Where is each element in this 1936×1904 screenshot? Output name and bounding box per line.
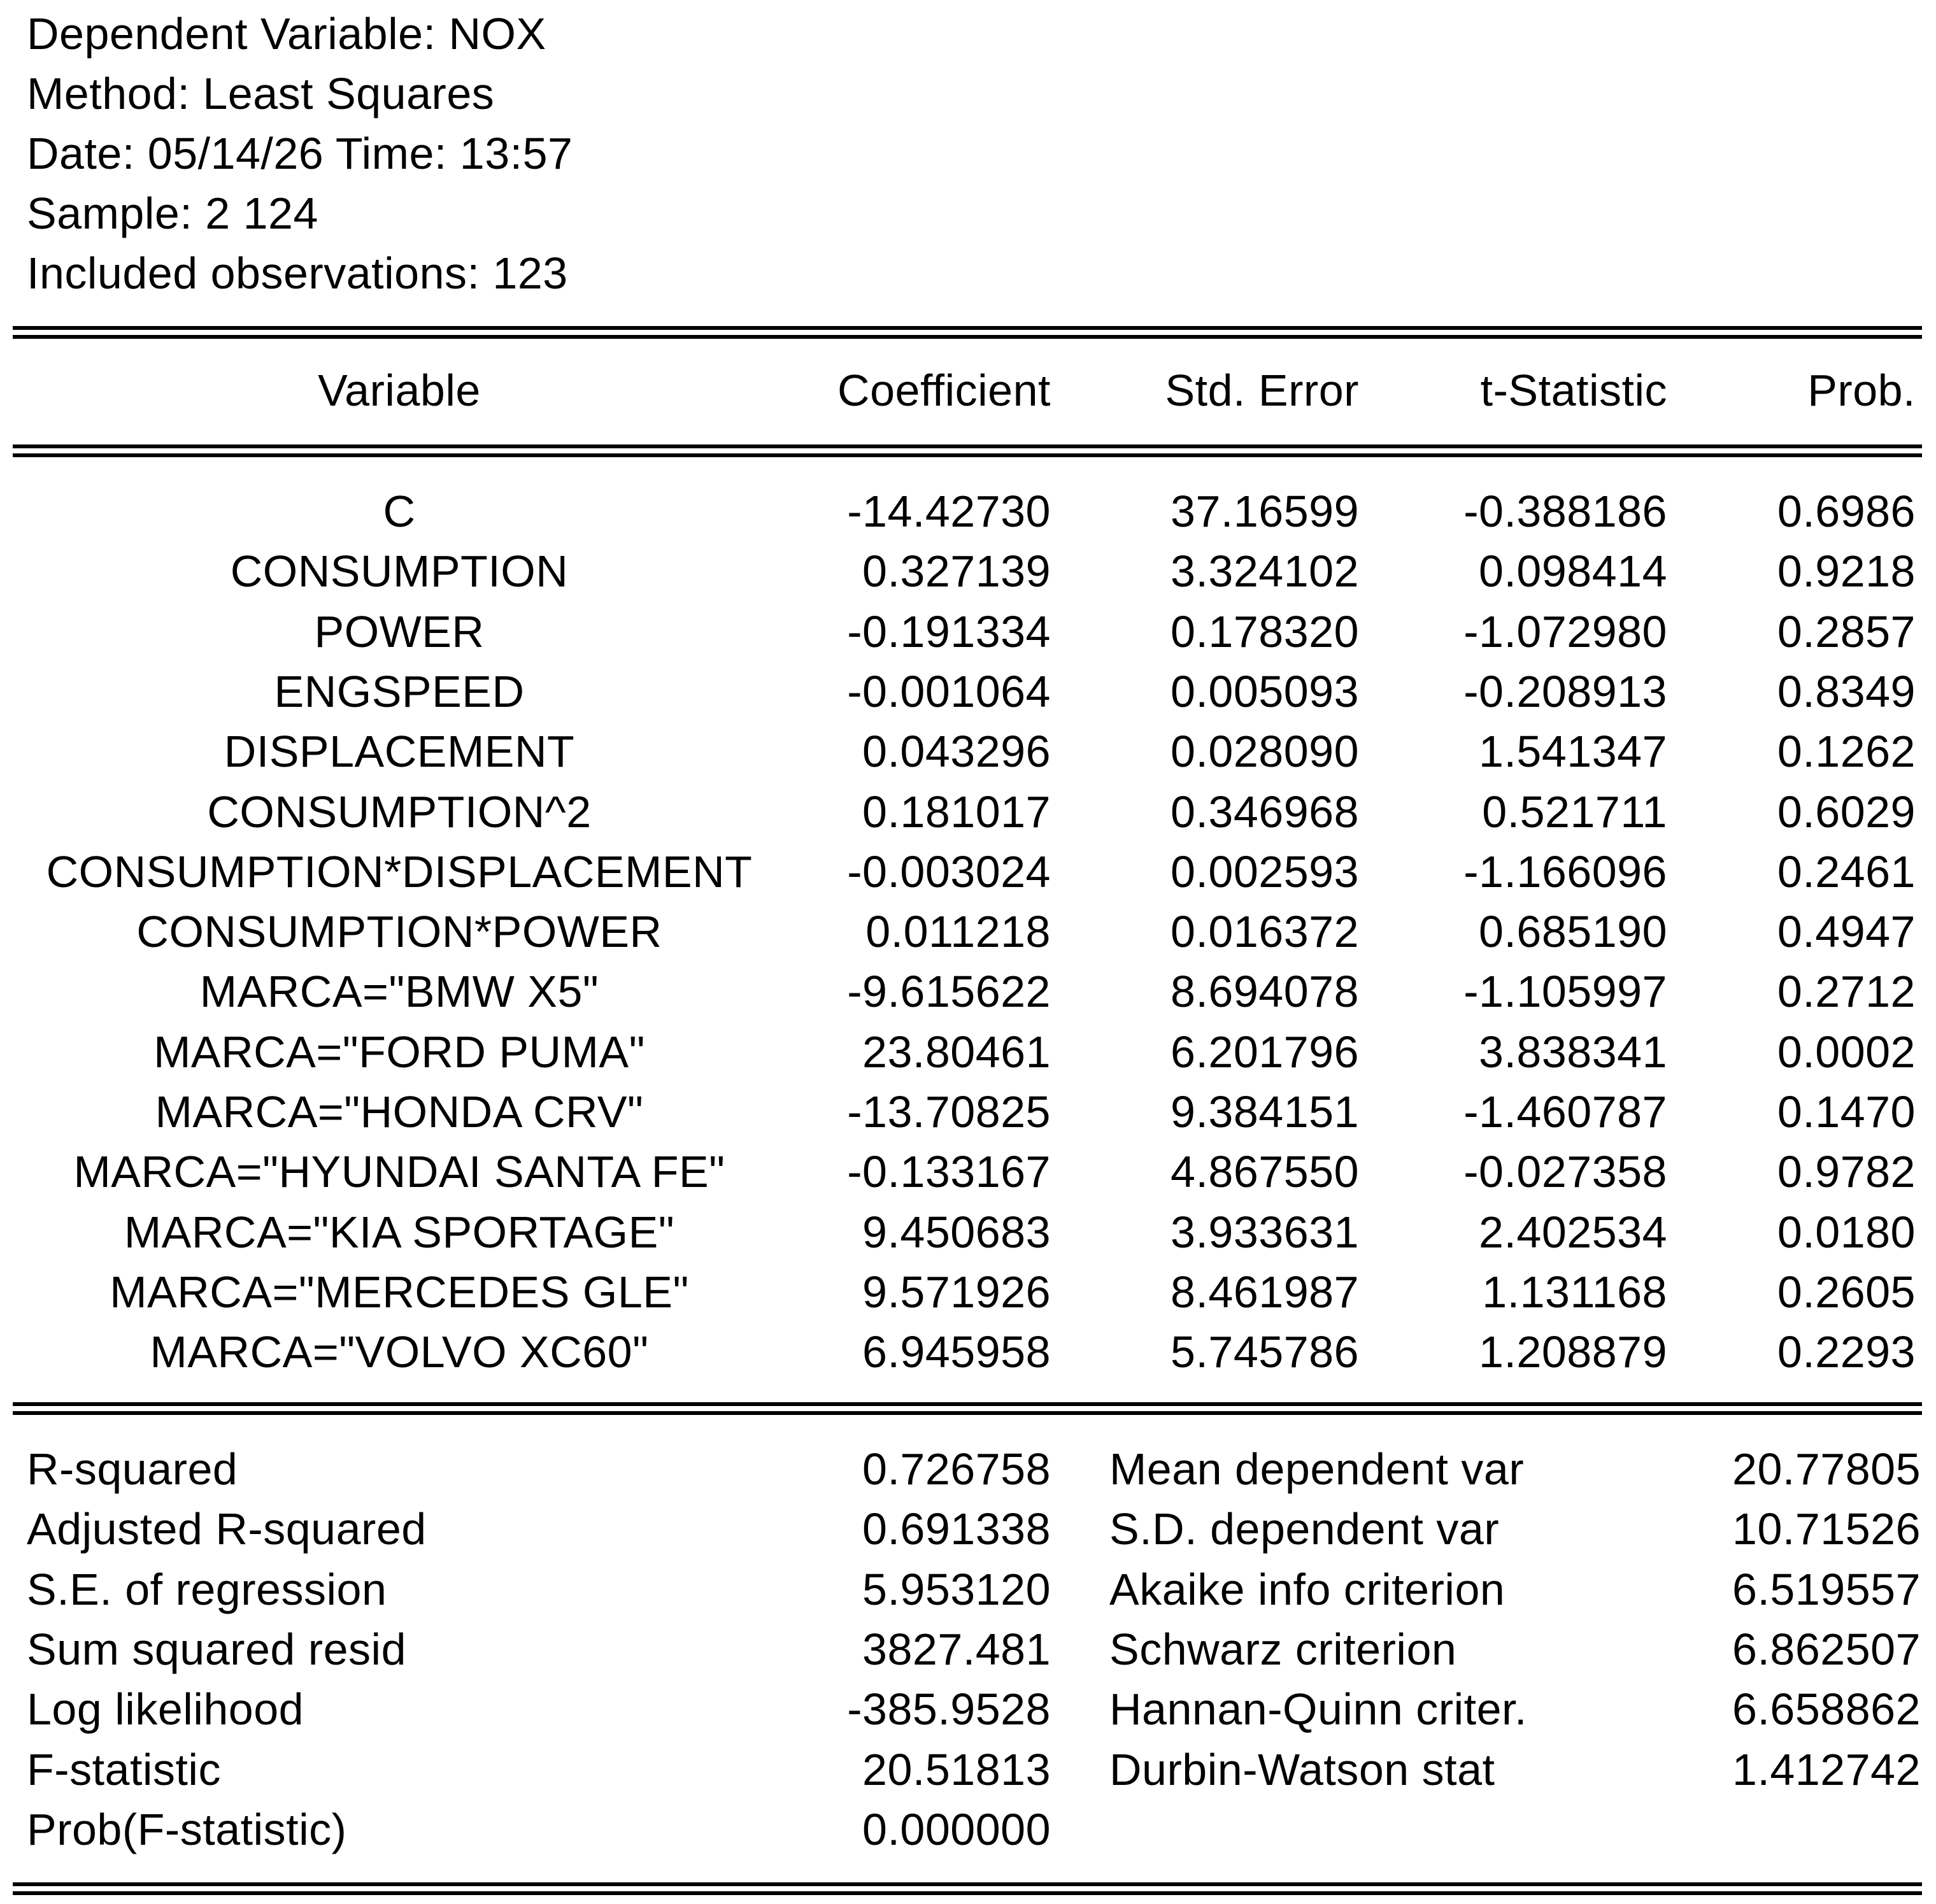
row-variable: MARCA="KIA SPORTAGE" xyxy=(124,1207,675,1257)
row-prob: 0.9782 xyxy=(1777,1147,1916,1197)
row-t-statistic: -0.388186 xyxy=(1463,487,1667,536)
col-header-t-statistic: t-Statistic xyxy=(1480,366,1667,415)
row-coefficient: 0.011218 xyxy=(865,907,1051,956)
stats-top-rule-inner xyxy=(13,1411,1922,1415)
stat-value: 6.862507 xyxy=(1732,1624,1921,1674)
row-variable: ENGSPEED xyxy=(274,667,525,716)
row-t-statistic: -1.460787 xyxy=(1463,1087,1667,1137)
row-std-error: 5.745786 xyxy=(1171,1327,1359,1377)
col-header-variable: Variable xyxy=(318,366,481,415)
row-coefficient: -0.133167 xyxy=(847,1147,1051,1197)
col-header-prob: Prob. xyxy=(1807,366,1916,415)
row-variable: CONSUMPTION*POWER xyxy=(136,907,662,956)
stat-label: Sum squared resid xyxy=(27,1624,407,1674)
row-t-statistic: 3.838341 xyxy=(1479,1027,1667,1077)
included-observations-line: Included observations: 123 xyxy=(27,248,568,298)
row-t-statistic: 1.541347 xyxy=(1479,727,1667,776)
method-line: Method: Least Squares xyxy=(27,69,495,118)
row-prob: 0.0002 xyxy=(1777,1027,1916,1077)
row-coefficient: 6.945958 xyxy=(862,1327,1051,1377)
row-prob: 0.8349 xyxy=(1777,667,1916,716)
stat-label: S.D. dependent var xyxy=(1109,1504,1500,1554)
row-variable: POWER xyxy=(314,607,485,657)
row-prob: 0.0180 xyxy=(1777,1207,1916,1257)
row-prob: 0.4947 xyxy=(1777,907,1916,956)
row-std-error: 37.16599 xyxy=(1171,487,1359,536)
header-bottom-rule xyxy=(13,444,1922,448)
row-std-error: 0.005093 xyxy=(1171,667,1359,716)
table-top-rule xyxy=(13,326,1922,330)
row-prob: 0.6986 xyxy=(1777,487,1916,536)
stats-top-rule xyxy=(13,1402,1922,1406)
row-coefficient: 23.80461 xyxy=(862,1027,1051,1077)
row-prob: 0.2461 xyxy=(1777,847,1916,897)
row-coefficient: 0.043296 xyxy=(862,727,1051,776)
stat-value: 10.71526 xyxy=(1732,1504,1921,1554)
row-coefficient: -14.42730 xyxy=(847,487,1051,536)
stat-label: Mean dependent var xyxy=(1109,1444,1525,1494)
row-t-statistic: 0.098414 xyxy=(1479,546,1667,596)
stat-label: R-squared xyxy=(27,1444,238,1494)
row-t-statistic: -1.166096 xyxy=(1463,847,1667,897)
row-prob: 0.6029 xyxy=(1777,787,1916,837)
row-std-error: 9.384151 xyxy=(1171,1087,1359,1137)
row-t-statistic: 0.521711 xyxy=(1482,787,1667,837)
dependent-variable-line: Dependent Variable: NOX xyxy=(27,9,546,59)
row-coefficient: 0.327139 xyxy=(862,546,1051,596)
table-bottom-rule-inner xyxy=(13,1891,1922,1895)
row-variable: MARCA="HONDA CRV" xyxy=(155,1087,644,1137)
stat-label: Log likelihood xyxy=(27,1684,304,1734)
stat-value: 0.726758 xyxy=(862,1444,1051,1494)
row-coefficient: -0.003024 xyxy=(847,847,1051,897)
row-std-error: 8.461987 xyxy=(1171,1267,1359,1317)
row-t-statistic: -1.072980 xyxy=(1463,607,1667,657)
stat-label: Hannan-Quinn criter. xyxy=(1109,1684,1527,1734)
row-t-statistic: -1.105997 xyxy=(1463,967,1667,1016)
stat-label: Durbin-Watson stat xyxy=(1109,1745,1495,1794)
row-std-error: 0.178320 xyxy=(1171,607,1359,657)
stat-label: Akaike info criterion xyxy=(1109,1565,1505,1614)
row-coefficient: 0.181017 xyxy=(862,787,1051,837)
row-variable: MARCA="VOLVO XC60" xyxy=(150,1327,649,1377)
row-prob: 0.2293 xyxy=(1777,1327,1916,1377)
col-header-std-error: Std. Error xyxy=(1165,366,1359,415)
row-std-error: 3.324102 xyxy=(1171,546,1359,596)
table-bottom-rule xyxy=(13,1882,1922,1886)
stat-value: 3827.481 xyxy=(862,1624,1051,1674)
stat-value: 6.519557 xyxy=(1732,1565,1921,1614)
row-prob: 0.1470 xyxy=(1777,1087,1916,1137)
stat-value: 0.691338 xyxy=(862,1504,1051,1554)
row-t-statistic: 1.208879 xyxy=(1479,1327,1667,1377)
stat-value: 6.658862 xyxy=(1732,1684,1921,1734)
stat-value: 20.51813 xyxy=(862,1745,1051,1794)
row-t-statistic: -0.208913 xyxy=(1463,667,1667,716)
row-coefficient: 9.450683 xyxy=(862,1207,1051,1257)
stat-value: 0.000000 xyxy=(862,1805,1051,1854)
row-variable: MARCA="MERCEDES GLE" xyxy=(110,1267,689,1317)
row-std-error: 6.201796 xyxy=(1171,1027,1359,1077)
stat-label: F-statistic xyxy=(27,1745,221,1794)
date-time-line: Date: 05/14/26 Time: 13:57 xyxy=(27,129,573,178)
row-prob: 0.1262 xyxy=(1777,727,1916,776)
row-prob: 0.2605 xyxy=(1777,1267,1916,1317)
row-coefficient: -0.001064 xyxy=(847,667,1051,716)
row-std-error: 3.933631 xyxy=(1171,1207,1359,1257)
row-variable: C xyxy=(383,487,416,536)
row-prob: 0.2712 xyxy=(1777,967,1916,1016)
row-variable: DISPLACEMENT xyxy=(224,727,575,776)
row-std-error: 0.346968 xyxy=(1171,787,1359,837)
row-t-statistic: -0.027358 xyxy=(1463,1147,1667,1197)
stat-label: Schwarz criterion xyxy=(1109,1624,1457,1674)
stat-label: Adjusted R-squared xyxy=(27,1504,427,1554)
stat-label: S.E. of regression xyxy=(27,1565,387,1614)
row-variable: CONSUMPTION*DISPLACEMENT xyxy=(46,847,753,897)
row-t-statistic: 0.685190 xyxy=(1479,907,1667,956)
sample-line: Sample: 2 124 xyxy=(27,188,318,238)
stat-value: 5.953120 xyxy=(862,1565,1051,1614)
row-coefficient: 9.571926 xyxy=(862,1267,1051,1317)
table-top-rule-inner xyxy=(13,335,1922,339)
header-bottom-rule-inner xyxy=(13,453,1922,457)
row-std-error: 4.867550 xyxy=(1171,1147,1359,1197)
row-coefficient: -13.70825 xyxy=(847,1087,1051,1137)
row-variable: MARCA="BMW X5" xyxy=(199,967,599,1016)
row-prob: 0.9218 xyxy=(1777,546,1916,596)
row-std-error: 0.028090 xyxy=(1171,727,1359,776)
row-t-statistic: 1.131168 xyxy=(1482,1267,1667,1317)
stat-value: 20.77805 xyxy=(1732,1444,1921,1494)
row-variable: MARCA="FORD PUMA" xyxy=(153,1027,645,1077)
row-coefficient: -9.615622 xyxy=(847,967,1051,1016)
stat-value: -385.9528 xyxy=(847,1684,1051,1734)
row-coefficient: -0.191334 xyxy=(847,607,1051,657)
row-std-error: 0.016372 xyxy=(1171,907,1359,956)
row-t-statistic: 2.402534 xyxy=(1479,1207,1667,1257)
row-prob: 0.2857 xyxy=(1777,607,1916,657)
stat-value: 1.412742 xyxy=(1732,1745,1921,1794)
row-variable: CONSUMPTION^2 xyxy=(207,787,592,837)
col-header-coefficient: Coefficient xyxy=(837,366,1051,415)
row-std-error: 0.002593 xyxy=(1171,847,1359,897)
row-variable: MARCA="HYUNDAI SANTA FE" xyxy=(73,1147,725,1197)
row-variable: CONSUMPTION xyxy=(230,546,569,596)
row-std-error: 8.694078 xyxy=(1171,967,1359,1016)
stat-label: Prob(F-statistic) xyxy=(27,1805,347,1854)
